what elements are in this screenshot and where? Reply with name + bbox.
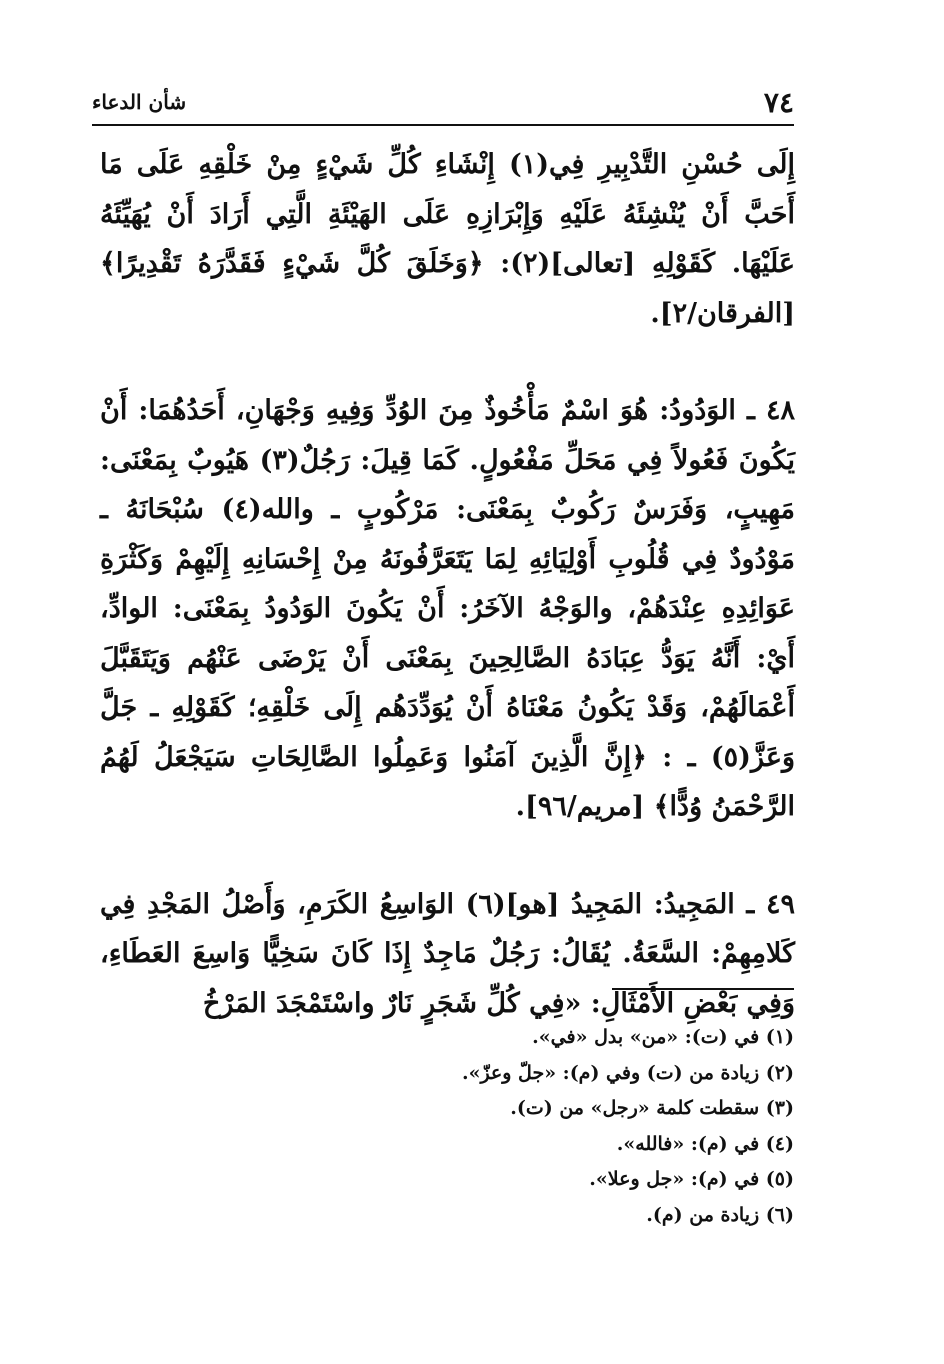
page-number: ٧٤ <box>763 86 794 119</box>
paragraph-al-wadud: ٤٨ ـ الوَدُودُ: هُوَ اسْمٌ مَأْخُوذٌ مِنَ الوُدِّ وَفِيهِ وَجْهَانِ، أَحَدُهُمَا: أَنْ يَكُونَ فَعُولاً فِي مَحَلِّ مَفْعُولٍ. كَمَا قِيلَ: رَجُلٌ(٣) هَيُوبٌ بِمَعْنَى: مَهِيبٍ، وَفَرَسٌ رَكُوبٌ بِمَعْنَى: مَرْكُوبٍ ـ والله(٤) سُبْحَانَهُ ـ مَوْدُودٌ فِي قُلُوبِ أَوْلِيَائِهِ لِمَا يَتَعَرَّفُونَهُ مِنْ إِحْسَانِهِ إِلَيْهِمْ وَكَثْرَةِ عَوَائِدِهِ عِنْدَهُمْ، والوَجْهُ الآخَرُ: أَنْ يَكُونَ الوَدُودُ بِمَعْنَى: الوادِّ، أَيْ: أَنَّهُ يَوَدُّ عِبَادَهُ الصَّالِحِينَ بِمَعْنَى أَنْ يَرْضَى عَنْهُم وَيَتَقَبَّلَ أَعْمَالَهُمْ، وَقَدْ يَكُونُ مَعْنَاهُ أَنْ يُوَدِّدَهُم إِلَى خَلْقِهِ؛ كَقَوْلِهِ ـ جَلَّ وَعَزَّ(٥) ـ : ﴿إِنَّ الَّذِينَ آمَنُوا وَعَمِلُوا الصَّالِحَاتِ سَيَجْعَلُ لَهُمُ الرَّحْمَنُ وُدًّا﴾ [مريم/٩٦]. <box>100 395 795 822</box>
header-divider <box>92 124 794 126</box>
footnote-2: (٢) زيادة من (ت) وفي (م): «جلّ وعزّ». <box>461 1061 794 1084</box>
footnote-5: (٥) في (م): «جل وعلا». <box>589 1168 794 1190</box>
main-text <box>100 140 795 1028</box>
paragraph-al-majid: ٤٩ ـ المَجِيدُ: المَجِيدُ [هو](٦) الوَاسِعُ الكَرَمِ، وَأَصْلُ المَجْدِ فِي كَلامِهِمْ: السَّعَةُ. يُقَالُ: رَجُلٌ مَاجِدٌ إِذَا كَانَ سَخِيًّا وَاسِعَ العَطَاءِ، وَفِي بَعْضِ الأَمْثَالِ: «فِي كُلِّ شَجَرٍ نَارٌ واسْتَمْجَدَ المَرْخُ <box>100 888 795 1019</box>
footnote-3: (٣) سقطت كلمة «رجل» من (ت). <box>510 1097 794 1119</box>
footnote-1: (١) في (ت): «من» بدل «في». <box>532 1026 794 1048</box>
footnote-6: (٦) زيادة من (م). <box>646 1203 794 1226</box>
paragraph-continuation: إِلَى حُسْنِ التَّدْبِيرِ فِي(١) إِنْشَاءِ كُلِّ شَيْءٍ مِنْ خَلْقِهِ عَلَى مَا أَحَبَّ أَنْ يُنْشِئَهُ عَلَيْهِ وَإِبْرَازِهِ عَلَى الهَيْئَةِ الَّتِي أَرَادَ أَنْ يُهَيِّئَهُ عَلَيْهَا. كَقَوْلِهِ [تعالى](٢): ﴿وَخَلَقَ كُلَّ شَيْءٍ فَقَدَّرَهُ تَقْدِيرًا﴾ [الفرقان/٢]. <box>100 149 795 329</box>
page-header <box>92 84 794 124</box>
running-title: شأن الدعاء <box>92 90 187 114</box>
footnote-divider <box>612 988 794 990</box>
footnotes <box>300 1020 794 1233</box>
footnote-4: (٤) في (م): «فالله». <box>616 1132 794 1155</box>
